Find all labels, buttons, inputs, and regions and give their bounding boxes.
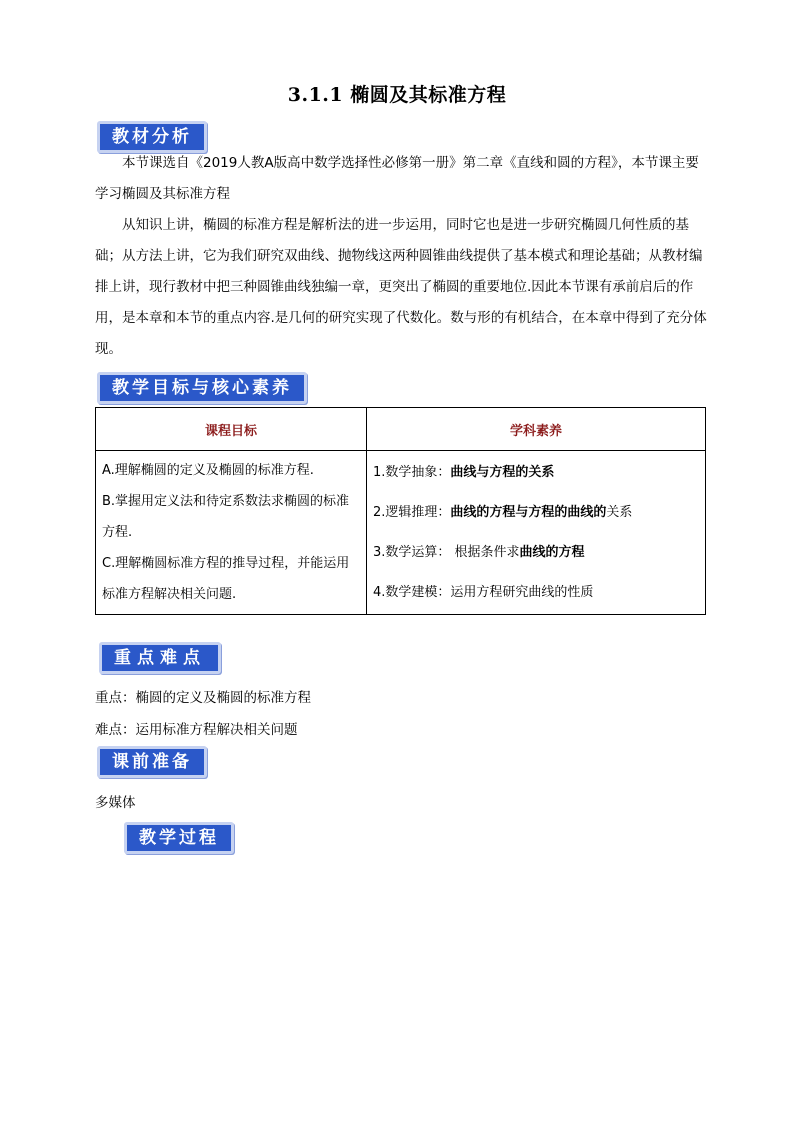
goals-cell bbox=[96, 451, 367, 615]
goal-item-c: C.理解椭圆标准方程的推导过程，并能运用标准方程解决相关问题. bbox=[102, 556, 350, 602]
key-point-difficulty: 难点：运用标准方程解决相关问题 bbox=[95, 722, 298, 738]
literacy-cell bbox=[367, 451, 706, 615]
literacy-item-3: 3.数学运算： 根据条件求曲线的方程 bbox=[373, 545, 585, 560]
header-course-goals: 课程目标 bbox=[96, 408, 367, 451]
preparation-text: 多媒体 bbox=[95, 795, 136, 811]
goal-item-a: A.理解椭圆的定义及椭圆的标准方程. bbox=[102, 463, 314, 478]
section-badge-analysis: 教材分析 bbox=[97, 121, 207, 153]
literacy-item-2: 2.逻辑推理：曲线的方程与方程的曲线的关系 bbox=[373, 505, 633, 520]
table-body-row bbox=[96, 451, 706, 615]
analysis-paragraph-2: 从知识上讲，椭圆的标准方程是解析法的进一步运用，同时它也是进一步研究椭圆几何性质的基础；从方法上讲，它为我们研究双曲线、抛物线这两种圆锥曲线提供了基本模式和理论基础；从教材编排上讲，现行教材中把三种圆锥曲线独编一章，更突出了椭圆的重要地位.因此本节课有承前启后的作用，是本章和本节的重点内容.是几何的研究实现了代数化。数与形的有机结合，在本章中得到了充分体现。 bbox=[95, 217, 707, 357]
header-subject-literacy: 学科素养 bbox=[367, 408, 706, 451]
table-header-row bbox=[96, 408, 706, 451]
analysis-paragraph-1: 本节课选自《2019人教A版高中数学选择性必修第一册》第二章《直线和圆的方程》，本节课主要学习椭圆及其标准方程 bbox=[95, 155, 699, 202]
key-point-focus: 重点：椭圆的定义及椭圆的标准方程 bbox=[95, 690, 311, 706]
page-title: 3.1.1 椭圆及其标准方程 bbox=[287, 84, 507, 106]
goal-item-b: B.掌握用定义法和待定系数法求椭圆的标准方程. bbox=[102, 494, 350, 540]
section-badge-process: 教学过程 bbox=[124, 822, 234, 854]
section-badge-objectives: 教学目标与核心素养 bbox=[97, 372, 307, 404]
literacy-item-1: 1.数学抽象：曲线与方程的关系 bbox=[373, 465, 555, 480]
literacy-item-4: 4.数学建模：运用方程研究曲线的性质 bbox=[373, 585, 594, 600]
section-badge-preparation: 课前准备 bbox=[97, 746, 207, 778]
section-badge-key-points: 重点难点 bbox=[99, 642, 221, 674]
objectives-table bbox=[95, 407, 706, 615]
